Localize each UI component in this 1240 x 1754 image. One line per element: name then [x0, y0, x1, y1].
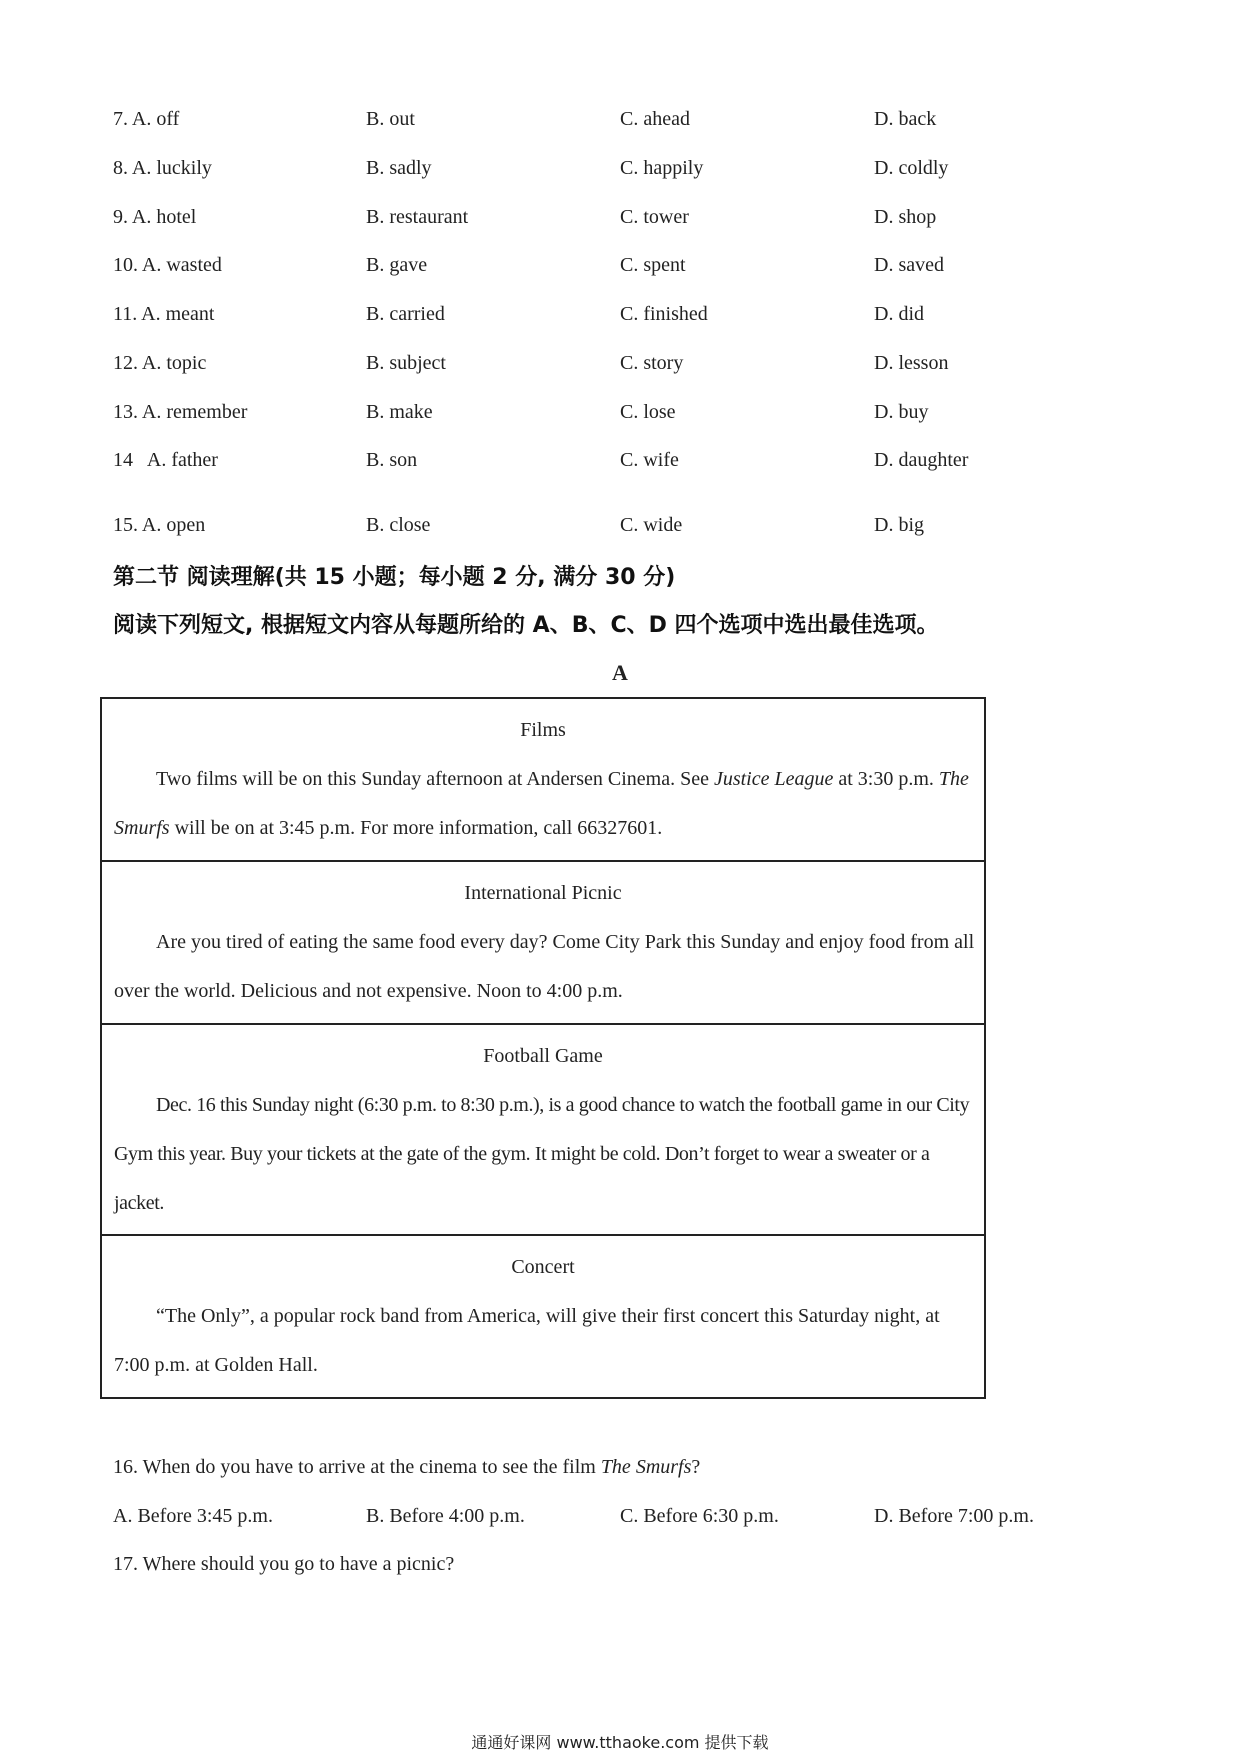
option-row-13: [0, 401, 1240, 431]
section-title: 第二节 阅读理解(共 15 小题；每小题 2 分, 满分 30 分): [113, 565, 676, 590]
ad-text-part: will be on at 3:45 p.m. For more information, call 66327601.: [169, 817, 663, 839]
option-b: B. gave: [366, 254, 428, 276]
option-b: B. out: [366, 108, 415, 130]
option-b: B. close: [366, 514, 431, 536]
option-row-11: [0, 303, 1240, 333]
option-d: D. big: [874, 514, 924, 536]
option-a: 10. A. wasted: [113, 254, 222, 276]
option-a: 11. A. meant: [113, 303, 215, 325]
ad-text: “The Only”, a popular rock band from America, will give their first concert this Saturday night, at 7:00 p.m. at Golden Hall.: [114, 1305, 940, 1376]
question-16-stem: [113, 1456, 700, 1479]
option-c: C. story: [620, 352, 684, 374]
film-title-smurfs: The Smurfs: [114, 768, 969, 839]
film-title-justice-league: Justice League: [713, 768, 834, 790]
option-a: A. Before 3:45 p.m.: [113, 1505, 273, 1527]
ad-films: [102, 699, 984, 862]
ad-text: [114, 755, 976, 853]
option-c: C. ahead: [620, 108, 690, 130]
option-row-10: [0, 254, 1240, 284]
option-d: D. back: [874, 108, 937, 130]
ad-text: Dec. 16 this Sunday night (6:30 p.m. to 8:30 p.m.), is a good chance to watch the football game in our City Gym this year. Buy your tickets at the gate of the gym. It might be cold. Don’t forget to wear a sweater or a jacket.: [114, 1094, 970, 1214]
option-row-9: [0, 206, 1240, 236]
passage-label: A: [612, 660, 628, 685]
option-c: C. tower: [620, 206, 689, 228]
ad-title: International Picnic: [464, 882, 622, 904]
option-row-8: [0, 157, 1240, 187]
ads-table: [100, 697, 986, 1399]
option-c: C. Before 6:30 p.m.: [620, 1505, 779, 1527]
option-row-15: [0, 514, 1240, 544]
option-b: B. Before 4:00 p.m.: [366, 1505, 525, 1527]
ad-title: Concert: [511, 1256, 575, 1278]
option-c: C. spent: [620, 254, 686, 276]
option-c: C. wide: [620, 514, 683, 536]
option-a: 14 A. father: [113, 449, 218, 471]
option-row-14: [0, 449, 1240, 479]
ad-text: Are you tired of eating the same food every day? Come City Park this Sunday and enjoy food from all over the world. Delicious and not expensive. Noon to 4:00 p.m.: [114, 931, 975, 1002]
option-a: 15. A. open: [113, 514, 206, 536]
option-c: C. finished: [620, 303, 708, 325]
option-row-12: [0, 352, 1240, 382]
option-d: D. Before 7:00 p.m.: [874, 1505, 1034, 1527]
question-17-stem: 17. Where should you go to have a picnic?: [113, 1553, 455, 1575]
option-d: D. daughter: [874, 449, 969, 471]
ad-title: Football Game: [483, 1045, 603, 1067]
option-c: C. wife: [620, 449, 679, 471]
option-b: B. make: [366, 401, 433, 423]
option-d: D. lesson: [874, 352, 949, 374]
option-b: B. son: [366, 449, 418, 471]
option-b: B. subject: [366, 352, 446, 374]
option-d: D. shop: [874, 206, 937, 228]
option-d: D. did: [874, 303, 924, 325]
option-d: D. saved: [874, 254, 944, 276]
ad-football: [102, 1025, 984, 1236]
option-c: C. lose: [620, 401, 676, 423]
option-row-7: [0, 108, 1240, 138]
option-a: 7. A. off: [113, 108, 180, 130]
question-mark: ?: [691, 1456, 701, 1478]
option-b: B. sadly: [366, 157, 432, 179]
option-a: 8. A. luckily: [113, 157, 212, 179]
option-b: B. restaurant: [366, 206, 469, 228]
option-a: 12. A. topic: [113, 352, 207, 374]
option-a: 9. A. hotel: [113, 206, 197, 228]
option-d: D. buy: [874, 401, 929, 423]
section-instruction: 阅读下列短文, 根据短文内容从每题所给的 A、B、C、D 四个选项中选出最佳选项。: [113, 613, 939, 638]
option-b: B. carried: [366, 303, 445, 325]
ad-text-part: at 3:30 p.m.: [833, 768, 939, 790]
option-a: 13. A. remember: [113, 401, 248, 423]
ad-text-part: Two films will be on this Sunday afternoon at Andersen Cinema. See: [156, 768, 714, 790]
question-16-options: [0, 1505, 1240, 1535]
option-c: C. happily: [620, 157, 704, 179]
ad-title: Films: [520, 719, 566, 741]
ad-picnic: [102, 862, 984, 1025]
film-title-smurfs: The Smurfs: [600, 1456, 692, 1478]
question-text: 16. When do you have to arrive at the cinema to see the film: [113, 1456, 601, 1478]
footer-watermark: 通通好课网 www.tthaoke.com 提供下载: [471, 1733, 769, 1752]
option-d: D. coldly: [874, 157, 949, 179]
ad-concert: [102, 1236, 984, 1397]
